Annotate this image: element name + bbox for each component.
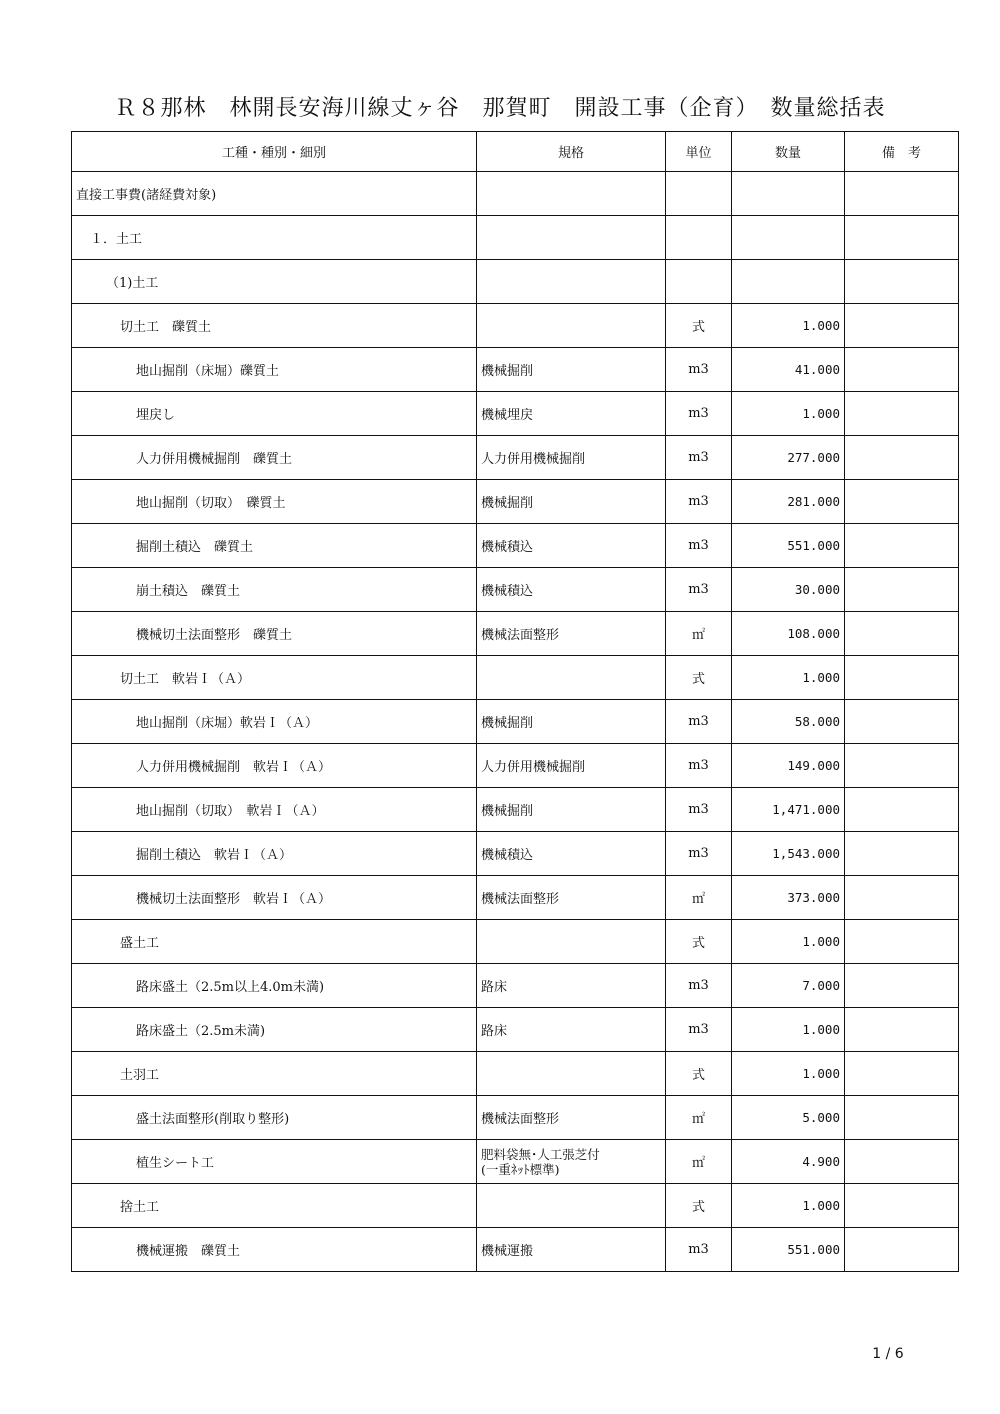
remarks-cell <box>845 216 959 260</box>
table-row <box>72 1008 959 1052</box>
spec-cell <box>477 216 666 260</box>
quantity-cell: 1,471.000 <box>732 788 845 832</box>
table-row <box>72 964 959 1008</box>
table-row <box>72 260 959 304</box>
header-unit: 単位 <box>666 132 732 172</box>
quantity-summary-table <box>71 131 959 1272</box>
unit-cell <box>666 172 732 216</box>
item-cell: 盛土法面整形(削取り整形) <box>72 1096 477 1140</box>
quantity-cell: 41.000 <box>732 348 845 392</box>
table-row <box>72 1184 959 1228</box>
unit-cell: m3 <box>666 480 732 524</box>
quantity-cell <box>732 260 845 304</box>
quantity-cell: 373.000 <box>732 876 845 920</box>
unit-cell: m3 <box>666 744 732 788</box>
spec-cell: 機械法面整形 <box>477 876 666 920</box>
unit-cell: m3 <box>666 700 732 744</box>
quantity-cell: 58.000 <box>732 700 845 744</box>
unit-cell: 式 <box>666 1184 732 1228</box>
item-cell: 捨土工 <box>72 1184 477 1228</box>
item-cell: 路床盛土（2.5m未満) <box>72 1008 477 1052</box>
item-cell: 植生シート工 <box>72 1140 477 1184</box>
spec-cell <box>477 656 666 700</box>
item-cell: 埋戻し <box>72 392 477 436</box>
unit-cell: m3 <box>666 1228 732 1272</box>
table-row <box>72 920 959 964</box>
table-row <box>72 480 959 524</box>
header-item: 工種・種別・細別 <box>72 132 477 172</box>
remarks-cell <box>845 920 959 964</box>
table-row <box>72 524 959 568</box>
item-cell: 機械切土法面整形 礫質土 <box>72 612 477 656</box>
item-cell: 機械運搬 礫質土 <box>72 1228 477 1272</box>
spec-cell: 機械運搬 <box>477 1228 666 1272</box>
remarks-cell <box>845 788 959 832</box>
remarks-cell <box>845 480 959 524</box>
remarks-cell <box>845 304 959 348</box>
spec-cell: 機械積込 <box>477 524 666 568</box>
spec-cell: 人力併用機械掘削 <box>477 744 666 788</box>
unit-cell: 式 <box>666 1052 732 1096</box>
quantity-cell: 1.000 <box>732 392 845 436</box>
spec-cell <box>477 1184 666 1228</box>
spec-cell: 人力併用機械掘削 <box>477 436 666 480</box>
remarks-cell <box>845 700 959 744</box>
remarks-cell <box>845 436 959 480</box>
quantity-cell: 149.000 <box>732 744 845 788</box>
item-cell: 切土工 礫質土 <box>72 304 477 348</box>
spec-cell: 機械法面整形 <box>477 612 666 656</box>
remarks-cell <box>845 964 959 1008</box>
spec-cell: 機械法面整形 <box>477 1096 666 1140</box>
item-cell: １．土工 <box>72 216 477 260</box>
unit-cell <box>666 216 732 260</box>
quantity-cell: 1.000 <box>732 656 845 700</box>
spec-cell: 路床 <box>477 1008 666 1052</box>
quantity-cell: 1,543.000 <box>732 832 845 876</box>
quantity-cell: 5.000 <box>732 1096 845 1140</box>
quantity-cell: 1.000 <box>732 304 845 348</box>
quantity-cell <box>732 172 845 216</box>
unit-cell: m3 <box>666 348 732 392</box>
remarks-cell <box>845 568 959 612</box>
spec-cell: 機械掘削 <box>477 788 666 832</box>
item-cell: 人力併用機械掘削 軟岩Ｉ（Ａ） <box>72 744 477 788</box>
table-row <box>72 304 959 348</box>
spec-cell <box>477 1052 666 1096</box>
unit-cell: m3 <box>666 788 732 832</box>
quantity-cell: 7.000 <box>732 964 845 1008</box>
item-cell: 直接工事費(諸経費対象) <box>72 172 477 216</box>
spec-cell <box>477 172 666 216</box>
table-row <box>72 348 959 392</box>
quantity-cell: 551.000 <box>732 524 845 568</box>
spec-cell: 機械掘削 <box>477 348 666 392</box>
quantity-cell: 30.000 <box>732 568 845 612</box>
remarks-cell <box>845 1184 959 1228</box>
item-cell: （1)土工 <box>72 260 477 304</box>
table-row <box>72 216 959 260</box>
remarks-cell <box>845 744 959 788</box>
table-row <box>72 612 959 656</box>
unit-cell: ㎡ <box>666 612 732 656</box>
remarks-cell <box>845 348 959 392</box>
quantity-cell: 1.000 <box>732 1008 845 1052</box>
quantity-cell: 1.000 <box>732 1052 845 1096</box>
spec-cell: 機械埋戻 <box>477 392 666 436</box>
spec-cell: 機械積込 <box>477 832 666 876</box>
table-row <box>72 1140 959 1184</box>
unit-cell: 式 <box>666 656 732 700</box>
item-cell: 掘削土積込 軟岩Ｉ（Ａ） <box>72 832 477 876</box>
table-row <box>72 392 959 436</box>
table-row <box>72 656 959 700</box>
item-cell: 地山掘削（床堀）礫質土 <box>72 348 477 392</box>
header-spec: 規格 <box>477 132 666 172</box>
item-cell: 掘削土積込 礫質土 <box>72 524 477 568</box>
remarks-cell <box>845 876 959 920</box>
remarks-cell <box>845 1052 959 1096</box>
remarks-cell <box>845 1140 959 1184</box>
unit-cell: m3 <box>666 524 732 568</box>
quantity-cell: 281.000 <box>732 480 845 524</box>
unit-cell: 式 <box>666 920 732 964</box>
table-row <box>72 700 959 744</box>
unit-cell: m3 <box>666 568 732 612</box>
unit-cell: m3 <box>666 964 732 1008</box>
table-body <box>72 172 959 1272</box>
document-title: Ｒ８那林 林開長安海川線丈ヶ谷 那賀町 開設工事（企育） 数量総括表 <box>114 96 886 121</box>
spec-cell: 機械積込 <box>477 568 666 612</box>
unit-cell: m3 <box>666 436 732 480</box>
item-cell: 路床盛土（2.5m以上4.0m未満) <box>72 964 477 1008</box>
remarks-cell <box>845 392 959 436</box>
page-number: 1 / 6 <box>872 1346 904 1362</box>
item-cell: 地山掘削（切取） 礫質土 <box>72 480 477 524</box>
spec-cell: 肥料袋無･人工張芝付 (一重ﾈｯﾄ標準) <box>477 1140 666 1184</box>
item-cell: 盛土工 <box>72 920 477 964</box>
quantity-cell: 551.000 <box>732 1228 845 1272</box>
unit-cell <box>666 260 732 304</box>
table-row <box>72 876 959 920</box>
item-cell: 機械切土法面整形 軟岩Ｉ（Ａ） <box>72 876 477 920</box>
item-cell: 切土工 軟岩Ｉ（Ａ） <box>72 656 477 700</box>
table-row <box>72 568 959 612</box>
item-cell: 地山掘削（切取） 軟岩Ｉ（Ａ） <box>72 788 477 832</box>
spec-cell <box>477 260 666 304</box>
header-quantity: 数量 <box>732 132 845 172</box>
item-cell: 地山掘削（床堀）軟岩Ｉ（Ａ） <box>72 700 477 744</box>
quantity-cell: 1.000 <box>732 1184 845 1228</box>
remarks-cell <box>845 612 959 656</box>
quantity-cell: 108.000 <box>732 612 845 656</box>
quantity-cell: 1.000 <box>732 920 845 964</box>
table-row <box>72 832 959 876</box>
spec-cell: 路床 <box>477 964 666 1008</box>
table-row <box>72 436 959 480</box>
unit-cell: 式 <box>666 304 732 348</box>
table-row <box>72 1228 959 1272</box>
remarks-cell <box>845 260 959 304</box>
item-cell: 崩土積込 礫質土 <box>72 568 477 612</box>
remarks-cell <box>845 1096 959 1140</box>
unit-cell: m3 <box>666 392 732 436</box>
table-row <box>72 788 959 832</box>
spec-cell <box>477 920 666 964</box>
table-row <box>72 172 959 216</box>
quantity-cell: 4.900 <box>732 1140 845 1184</box>
quantity-cell: 277.000 <box>732 436 845 480</box>
remarks-cell <box>845 832 959 876</box>
quantity-cell <box>732 216 845 260</box>
unit-cell: ㎡ <box>666 1140 732 1184</box>
remarks-cell <box>845 172 959 216</box>
spec-cell: 機械掘削 <box>477 480 666 524</box>
spec-cell: 機械掘削 <box>477 700 666 744</box>
spec-cell <box>477 304 666 348</box>
remarks-cell <box>845 524 959 568</box>
unit-cell: ㎡ <box>666 1096 732 1140</box>
table-row <box>72 1096 959 1140</box>
unit-cell: m3 <box>666 832 732 876</box>
item-cell: 人力併用機械掘削 礫質土 <box>72 436 477 480</box>
table-row <box>72 1052 959 1096</box>
header-remarks: 備 考 <box>845 132 959 172</box>
table-row <box>72 744 959 788</box>
item-cell: 土羽工 <box>72 1052 477 1096</box>
remarks-cell <box>845 1228 959 1272</box>
unit-cell: ㎡ <box>666 876 732 920</box>
remarks-cell <box>845 656 959 700</box>
remarks-cell <box>845 1008 959 1052</box>
unit-cell: m3 <box>666 1008 732 1052</box>
table-header-row <box>72 132 959 172</box>
